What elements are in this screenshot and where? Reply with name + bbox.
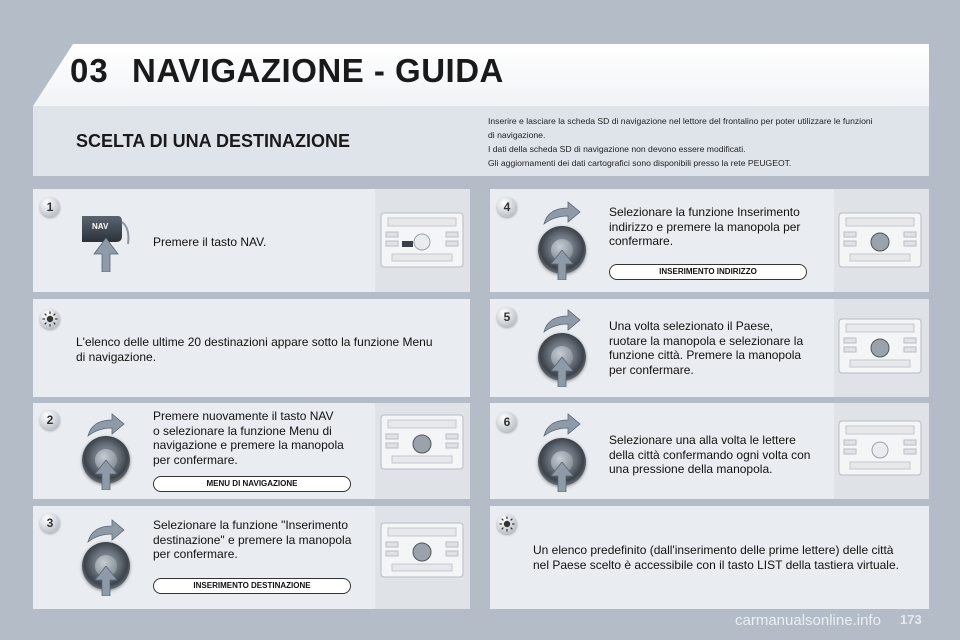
- radio-unit-icon: [838, 212, 922, 268]
- step-badge-1: 1: [40, 197, 60, 217]
- step-line: Selezionare la funzione "Inserimento: [153, 518, 349, 532]
- step-line: destinazione" e premere la manopola: [153, 532, 352, 547]
- step-line: ruotare la manopola e selezionare la: [609, 333, 804, 348]
- press-arrow-icon: [93, 238, 119, 272]
- tip-line: Un elenco predefinito (dall'inserimento delle prime lettere) delle città: [533, 543, 894, 557]
- rotate-arrow-icon: [542, 308, 582, 334]
- step-text-5: [609, 319, 803, 377]
- step-line: Premere nuovamente il tasto NAV: [153, 409, 334, 423]
- tip-line: nel Paese scelto è accessibile con il tasto LIST della tastiera virtuale.: [533, 557, 899, 572]
- step-line: indirizzo e premere la manopola per: [609, 219, 801, 234]
- step-line: Premere il tasto NAV.: [153, 235, 267, 249]
- rotate-arrow-icon: [542, 412, 582, 438]
- press-arrow-icon: [550, 250, 574, 280]
- step-line: Una volta selezionato il Paese,: [609, 319, 774, 333]
- step-badge-6: 6: [497, 412, 517, 432]
- step-line: confermare.: [609, 234, 674, 248]
- step-line: Selezionare una alla volta le lettere: [609, 433, 796, 447]
- tip-line: L'elenco delle ultime 20 destinazioni appare sotto la funzione Menu: [76, 335, 433, 349]
- page-title: NAVIGAZIONE - GUIDA: [132, 52, 504, 89]
- intro-line: di navigazione.: [488, 130, 546, 140]
- menu-label-4: INSERIMENTO INDIRIZZO: [609, 264, 807, 280]
- step-line: funzione città. Premere la manopola: [609, 348, 802, 362]
- radio-unit-icon: [838, 420, 922, 476]
- page-number: 173: [900, 612, 922, 627]
- nav-key-label: NAV: [92, 222, 109, 231]
- lightbulb-icon: [497, 514, 517, 534]
- tip-line: di navigazione.: [76, 349, 157, 364]
- step-line: per confermare.: [153, 547, 238, 561]
- press-arrow-icon: [94, 460, 118, 490]
- radio-unit-icon: [380, 414, 464, 470]
- step-line: o selezionare la funzione Menu di: [153, 423, 332, 438]
- step-line: una pressione della manopola.: [609, 462, 773, 476]
- step-badge-3: 3: [40, 513, 60, 533]
- tip-text-1: [76, 335, 433, 364]
- step-badge-2: 2: [40, 410, 60, 430]
- lightbulb-icon: [40, 309, 60, 329]
- watermark: carmanualsonline.info: [735, 612, 881, 629]
- step-line: Selezionare la funzione Inserimento: [609, 205, 800, 219]
- step-line: per confermare.: [153, 452, 238, 467]
- intro-line: Gli aggiornamenti dei dati cartografici sono disponibili presso la rete PEUGEOT.: [488, 158, 792, 168]
- step-badge-5: 5: [497, 307, 517, 327]
- header-corner: [33, 44, 73, 106]
- radio-unit-icon: [380, 522, 464, 578]
- step-line: per confermare.: [609, 362, 694, 377]
- press-arrow-icon: [94, 566, 118, 596]
- step-text-3: [153, 518, 351, 562]
- press-arrow-icon: [550, 462, 574, 492]
- rotate-arrow-icon: [542, 200, 582, 226]
- rotate-arrow-icon: [86, 518, 126, 544]
- radio-unit-icon: [380, 212, 464, 268]
- menu-label-3: INSERIMENTO DESTINAZIONE: [153, 578, 351, 594]
- section-title: SCELTA DI UNA DESTINAZIONE: [76, 131, 350, 151]
- step-text-4: [609, 205, 800, 249]
- step-line: navigazione e premere la manopola: [153, 438, 344, 452]
- step-text-1: [153, 235, 266, 250]
- step-badge-4: 4: [497, 197, 517, 217]
- press-arrow-icon: [550, 357, 574, 387]
- chapter-number: 03: [70, 52, 109, 89]
- menu-label-2: MENU DI NAVIGAZIONE: [153, 476, 351, 492]
- tip-text-2: [533, 543, 899, 572]
- radio-unit-icon: [838, 318, 922, 374]
- step-text-6: [609, 433, 810, 477]
- step-line: della città confermando ogni volta con: [609, 447, 811, 462]
- rotate-arrow-icon: [86, 412, 126, 438]
- step-text-2: [153, 409, 344, 467]
- nav-key-icon: [78, 214, 148, 277]
- intro-line: I dati della scheda SD di navigazione non devono essere modificati.: [488, 144, 746, 154]
- intro-line: Inserire e lasciare la scheda SD di navigazione nel lettore del frontalino per poter utilizzare le funzioni: [488, 116, 873, 126]
- intro-text: [488, 114, 918, 170]
